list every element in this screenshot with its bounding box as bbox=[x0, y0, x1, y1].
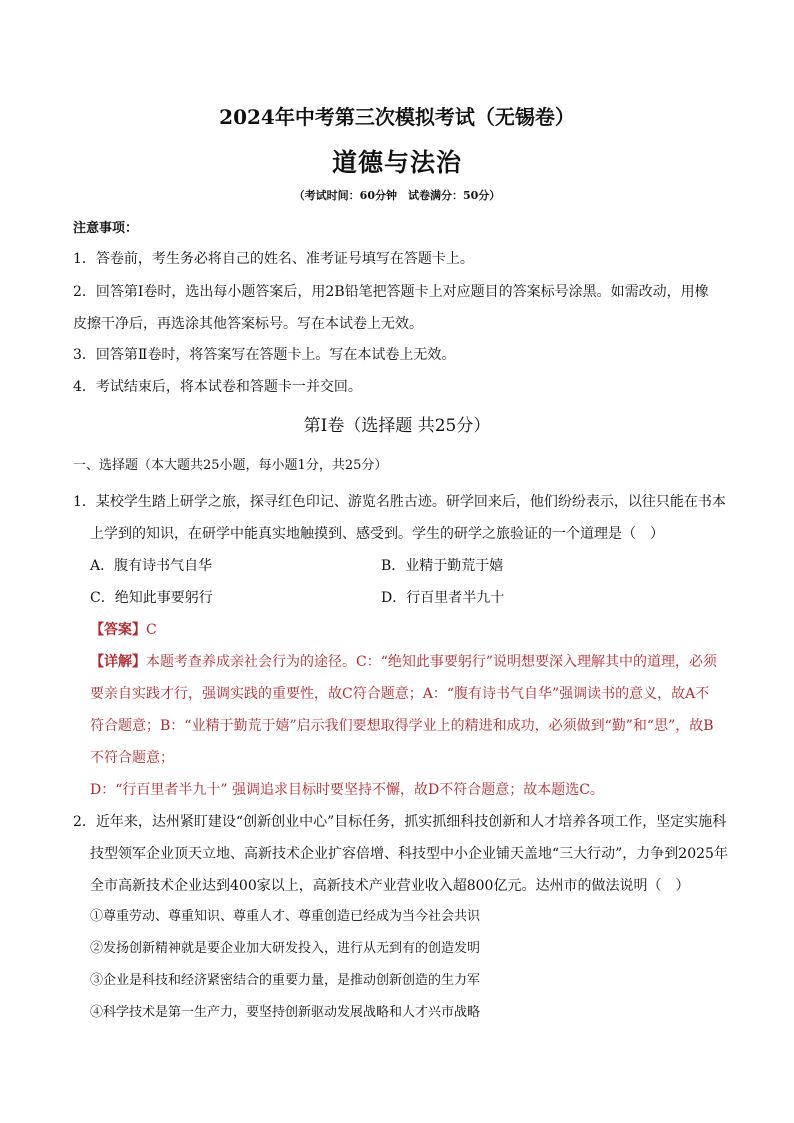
notice-item: 1．答卷前，考生务必将自己的姓名、准考证号填写在答题卡上。 bbox=[73, 251, 474, 267]
q1-stem: 上学到的知识，在研学中能真实地触摸到、感受到。学生的研学之旅验证的一个道理是（ ） bbox=[90, 526, 664, 542]
notice-heading: 注意事项： bbox=[73, 221, 139, 236]
q2-statement: ④科学技术是第一生产力，要坚持创新驱动发展战略和人才兴市战略 bbox=[90, 1005, 481, 1020]
q1-explanation bbox=[90, 652, 717, 672]
explain-text: 本题考查养成亲社会行为的途径。C：“绝知此事要躬行”说明想要深入理解其中的道理，必须 bbox=[146, 654, 718, 670]
section-title: 第Ⅰ卷（选择题 共25分） bbox=[303, 416, 491, 436]
q1-option-a: A．腹有诗书气自华 bbox=[90, 558, 213, 574]
q2-statement: ③企业是科技和经济紧密结合的重要力量，是推动创新创造的生力军 bbox=[90, 973, 481, 988]
subject-title: 道德与法治 bbox=[331, 148, 462, 177]
q1-stem: 1．某校学生踏上研学之旅，探寻红色印记、游览名胜古迹。研学回来后，他们纷纷表示，以往只能在书本 bbox=[73, 494, 726, 510]
exam-title: 2024年中考第三次模拟考试（无锡卷） bbox=[219, 105, 575, 129]
notice-item: 皮擦干净后，再选涂其他答案标号。写在本试卷上无效。 bbox=[73, 316, 423, 332]
q1-explanation-line: D：“行百里者半九十” 强调追求目标时要坚持不懈，故D不符合题意；故本题选C。 bbox=[90, 782, 604, 798]
explain-label: 【详解】 bbox=[90, 654, 146, 670]
notice-item: 4．考试结束后，将本试卷和答题卡一并交回。 bbox=[73, 379, 362, 395]
q2-stem: 全市高新技术企业达到400家以上，高新技术产业营业收入超800亿元。达州市的做法说明（ ） bbox=[90, 878, 690, 894]
notice-item: 3．回答第Ⅱ卷时，将答案写在答题卡上。写在本试卷上无效。 bbox=[73, 347, 456, 363]
answer-label: 【答案】 bbox=[90, 622, 146, 638]
exam-info: （考试时间：60分钟 试卷满分：50分） bbox=[293, 189, 501, 202]
q1-option-d: D．行百里者半九十 bbox=[381, 590, 505, 606]
q1-explanation-line: 符合题意；B：“业精于勤荒于嬉”启示我们要想取得学业上的精进和成功，必须做到“勤”和“思”，故B bbox=[90, 718, 714, 734]
q1-explanation-line: 要亲自实践才行，强调实践的重要性，故C符合题意；A：“腹有诗书气自华”强调读书的意义，故A不 bbox=[90, 686, 710, 702]
q1-answer bbox=[90, 620, 157, 640]
notice-item: 2．回答第Ⅰ卷时，选出每小题答案后，用2B铅笔把答题卡上对应题目的答案标号涂黑。如需改动，用橡 bbox=[73, 284, 709, 300]
part-heading: 一、选择题（本大题共25小题，每小题1分，共25分） bbox=[73, 458, 388, 473]
q2-stem: 技型领军企业顶天立地、高新技术企业扩容倍增、科技型中小企业铺天盖地“三大行动”，力争到2025年 bbox=[90, 846, 728, 862]
q2-statement: ②发扬创新精神就是要企业加大研发投入，进行从无到有的创造发明 bbox=[90, 941, 481, 956]
q2-statement: ①尊重劳动、尊重知识、尊重人才、尊重创造已经成为当今社会共识 bbox=[90, 909, 481, 924]
q1-option-b: B．业精于勤荒于嬉 bbox=[381, 558, 504, 574]
q1-explanation-line: 不符合题意； bbox=[90, 750, 174, 766]
answer-value: C bbox=[146, 622, 157, 638]
q2-stem: 2．近年来，达州紧盯建设“创新创业中心”目标任务，抓实抓细科技创新和人才培养各项工作，坚定实施科 bbox=[73, 814, 727, 830]
q1-option-c: C．绝知此事要躬行 bbox=[90, 590, 213, 606]
